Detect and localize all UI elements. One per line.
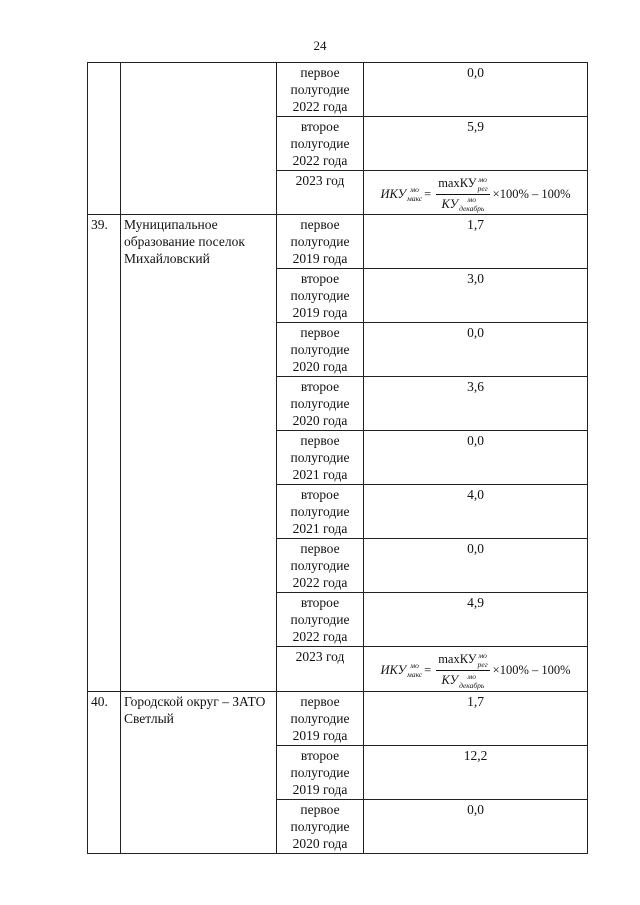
entity-number-cell: 40. xyxy=(88,691,121,853)
formula-cell xyxy=(364,647,588,691)
ikumax-formula xyxy=(367,651,584,689)
entity-name-cell: Муниципальное образование поселок Михайловский xyxy=(121,215,277,691)
formula-num-sub: рег xyxy=(477,659,488,669)
value-cell: 0,0 xyxy=(364,63,588,117)
formula-tail: ×100% – 100% xyxy=(492,186,571,201)
value-cell: 0,0 xyxy=(364,431,588,485)
period-cell: второе полугодие 2022 года xyxy=(277,117,364,171)
value-cell: 4,0 xyxy=(364,485,588,539)
formula-lhs: ИКУ xyxy=(380,186,407,201)
formula-numerator: maxКУ xyxy=(438,652,477,667)
period-cell: второе полугодие 2020 года xyxy=(277,377,364,431)
entity-name-cell xyxy=(121,63,277,215)
entity-name-cell: Городской округ – ЗАТО Светлый xyxy=(121,691,277,853)
formula-den-sup: мо xyxy=(467,671,476,681)
value-cell: 12,2 xyxy=(364,745,588,799)
indicator-table xyxy=(87,62,588,854)
value-cell: 0,0 xyxy=(364,539,588,593)
value-cell: 4,9 xyxy=(364,593,588,647)
formula-denominator: КУ xyxy=(441,672,459,687)
period-cell: первое полугодие 2019 года xyxy=(277,691,364,745)
formula-num-sub: рег xyxy=(477,183,488,193)
value-cell: 0,0 xyxy=(364,323,588,377)
period-cell: 2023 год xyxy=(277,171,364,215)
formula-lhs-sup: мо xyxy=(410,660,419,670)
period-cell: второе полугодие 2021 года xyxy=(277,485,364,539)
period-cell: первое полугодие 2020 года xyxy=(277,323,364,377)
formula-num-sup: мо xyxy=(478,174,487,184)
formula-num-sup: мо xyxy=(478,650,487,660)
formula-cell xyxy=(364,171,588,215)
formula-lhs-sup: мо xyxy=(410,184,419,194)
value-cell: 1,7 xyxy=(364,691,588,745)
period-cell: первое полугодие 2022 года xyxy=(277,539,364,593)
formula-denominator: КУ xyxy=(441,196,459,211)
formula-lhs: ИКУ xyxy=(380,662,407,677)
ikumax-formula xyxy=(367,175,584,213)
period-cell: второе полугодие 2019 года xyxy=(277,745,364,799)
page-number: 24 xyxy=(313,38,327,53)
formula-equals: = xyxy=(424,186,432,201)
period-cell: второе полугодие 2019 года xyxy=(277,269,364,323)
formula-numerator: maxКУ xyxy=(438,176,477,190)
table-row xyxy=(88,691,588,745)
value-cell: 3,0 xyxy=(364,269,588,323)
formula-lhs-sub: макс xyxy=(407,669,423,679)
period-cell: первое полугодие 2022 года xyxy=(277,63,364,117)
period-cell: первое полугодие 2019 года xyxy=(277,215,364,269)
formula-equals: = xyxy=(424,662,432,677)
formula-lhs-sub: макс xyxy=(407,193,423,203)
entity-number-cell: 39. xyxy=(88,215,121,691)
period-cell: 2023 год xyxy=(277,647,364,691)
value-cell: 0,0 xyxy=(364,799,588,853)
formula-den-sup: мо xyxy=(467,195,476,205)
entity-number-cell xyxy=(88,63,121,215)
formula-den-sub: декабрь xyxy=(459,680,485,690)
table-row xyxy=(88,215,588,269)
value-cell: 5,9 xyxy=(364,117,588,171)
period-cell: первое полугодие 2021 года xyxy=(277,431,364,485)
formula-den-sub: декабрь xyxy=(459,204,485,214)
formula-tail: ×100% – 100% xyxy=(492,662,571,677)
table-row xyxy=(88,63,588,117)
value-cell: 1,7 xyxy=(364,215,588,269)
period-cell: второе полугодие 2022 года xyxy=(277,593,364,647)
period-cell: первое полугодие 2020 года xyxy=(277,799,364,853)
value-cell: 3,6 xyxy=(364,377,588,431)
